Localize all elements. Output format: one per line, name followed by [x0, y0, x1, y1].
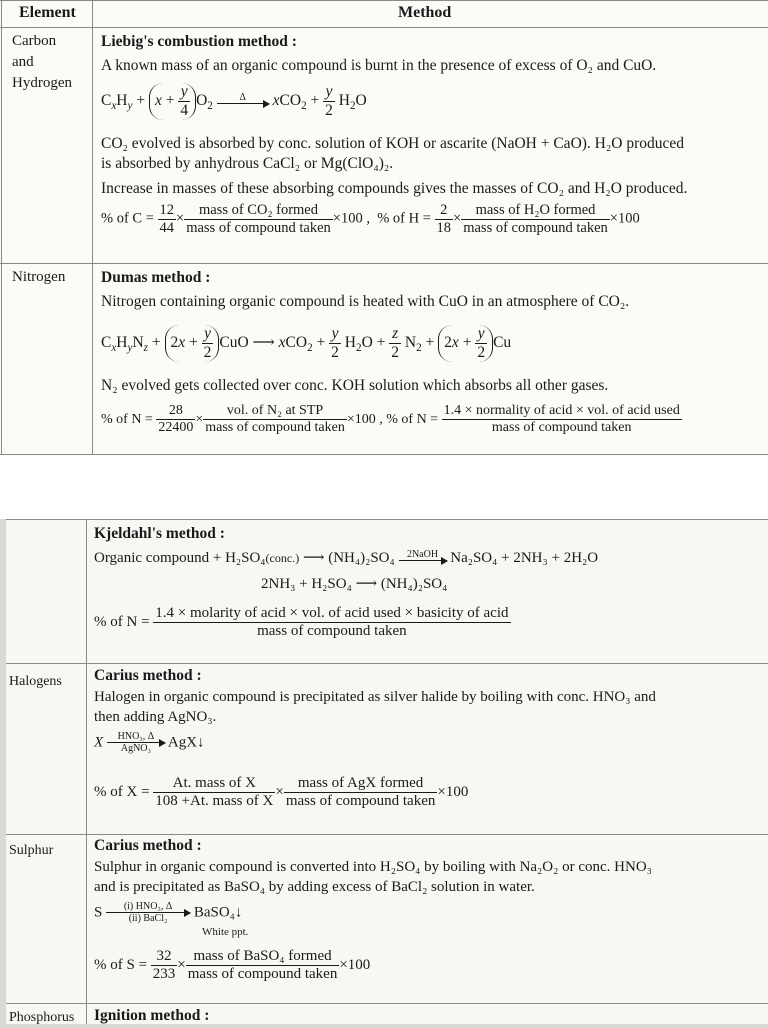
- sulphur-arrow-bottom: (ii) BaCl₂: [128, 913, 168, 924]
- percent-n-label: % of N =: [101, 411, 153, 427]
- halogen-arrow-bottom: AgNO₃: [120, 743, 151, 754]
- sulphur-text-2: and is precipitated as BaSO₄ by adding excess of BaCl₂ solution in water.: [94, 879, 535, 895]
- element-halogens: Halogens: [9, 674, 62, 689]
- table-page-top: [0, 0, 768, 455]
- carbon-text-1: A known mass of an organic compound is burnt in the presence of excess of O₂ and CuO.: [101, 57, 657, 74]
- element-carbon-line3: Hydrogen: [12, 75, 72, 91]
- kjeldahl-percent-label: % of N =: [94, 614, 150, 631]
- element-carbon-line2: and: [12, 54, 34, 70]
- halogen-reaction: X HNO₃, Δ AgNO₃ AgX↓: [94, 731, 205, 754]
- percent-s-label: % of S =: [94, 957, 148, 974]
- header-element: Element: [19, 4, 76, 21]
- percent-n-den: 22400: [158, 420, 194, 436]
- percent-c-den2: mass of compound taken: [186, 219, 331, 236]
- halogen-text-1: Halogen in organic compound is precipitated as silver halide by boiling with conc. HNO₃ and: [94, 689, 656, 705]
- white-ppt-label: White ppt.: [202, 926, 249, 938]
- sulphur-text-1: Sulphur in organic compound is converted into H₂SO₄ by boiling with Na₂O₂ or conc. HNO₃: [94, 859, 652, 875]
- percent-nitrogen-kjeldahl-formula: [94, 605, 511, 641]
- element-carbon-line1: Carbon: [12, 33, 57, 49]
- carbon-text-2: CO₂ evolved is absorbed by conc. solution of KOH or ascarite (NaOH + CaO). H₂O produced: [101, 135, 685, 152]
- column-divider: [92, 0, 93, 455]
- method-title-liebig: Liebig's combustion method :: [101, 33, 297, 50]
- percent-c-den: 44: [159, 219, 175, 236]
- method-title-dumas: Dumas method :: [101, 269, 211, 286]
- halogen-arrow-top: HNO₃, Δ: [117, 731, 155, 742]
- method-title-ignition: Ignition method :: [94, 1007, 210, 1024]
- page-gap: [0, 455, 768, 519]
- kjeldahl-percent-den: mass of compound taken: [153, 622, 510, 640]
- kjeldahl-reaction-1: Organic compound + H₂SO₄(conc.) ⟶ (NH₄)₂SO₄ 2NaOH Na₂SO₄ + 2NH₃ + 2H₂O: [94, 549, 599, 566]
- percent-carbon-hydrogen-formula: % of C = $\frac{12}{44}$ × $\frac{\text{mass of CO₂ formed}}{\text{mass of compound taken}}$ ×100 , % of H = $\frac{2}{18}$ × $\frac{\text{mass of H₂O formed}}{\text{mass of compound taken}}$ ×100: [101, 202, 640, 236]
- kjeldahl-r2-left: 2NH₃ + H₂SO₄: [261, 576, 352, 592]
- percent-halogen-formula: % of X = $\frac{\text{At. mass of X}}{\text{108 +At. mass of X}}$ × $\frac{\text{mass of AgX formed}}{\text{mass of compound taken}}$ ×100: [94, 775, 469, 810]
- halogen-text-2: then adding AgNO₃.: [94, 709, 217, 725]
- percent-n-num2: vol. of N₂ at STP: [226, 403, 324, 418]
- kjeldahl-reaction-2: 2NH₃ + H₂SO₄ ⟶ (NH₄)₂SO₄: [261, 576, 448, 592]
- nitrogen-text-2: N₂ evolved gets collected over conc. KOH solution which absorbs all other gases.: [101, 377, 609, 394]
- percent-s-tail: ×100: [339, 957, 371, 974]
- percent-h-den: 18: [436, 219, 452, 236]
- table-page-bottom: [6, 519, 768, 1024]
- percent-sulphur-formula: % of S = $\frac{32}{233}$ × $\frac{\text{mass of BaSO₄ formed}}{\text{mass of compound taken}}$ ×100: [94, 948, 371, 983]
- kjeldahl-percent-num: 1.4 × molarity of acid × vol. of acid used × basicity of acid: [155, 605, 509, 621]
- percent-x-den: 108 +At. mass of X: [155, 793, 274, 810]
- column-divider-2: [86, 519, 87, 1024]
- row-divider-halogens: [6, 663, 768, 664]
- nitrogen-text-1: Nitrogen containing organic compound is heated with CuO in an atmosphere of CO₂.: [101, 293, 630, 310]
- percent-s-num: 32: [156, 948, 172, 964]
- percent-x-tail: ×100: [437, 784, 469, 801]
- percent-s-den2: mass of compound taken: [187, 966, 338, 983]
- percent-h-label: % of H =: [377, 210, 431, 227]
- percent-nitrogen-dumas-formula: % of N = $\frac{28}{22400}$ × $\frac{\text{vol. of N₂ at STP}}{\text{mass of compound taken}}$ ×100 , % of N = $\frac{\text{1.4 × normality of acid × vol. of acid used}}{\text{mass of compound taken}}$: [101, 403, 680, 436]
- percent-c-num: 12: [159, 202, 175, 218]
- method-title-carius-sulphur: Carius method :: [94, 837, 202, 854]
- element-phosphorus: Phosphorus: [9, 1010, 75, 1025]
- percent-h-tail: ×100: [609, 210, 640, 227]
- kjeldahl-reactant: Organic compound + H₂SO₄: [94, 550, 266, 566]
- method-title-carius-halogen: Carius method :: [94, 667, 202, 684]
- header-method: Method: [398, 4, 452, 21]
- percent-h-num: 2: [440, 202, 448, 218]
- kjeldahl-product: (NH₄)₂SO₄: [328, 550, 395, 566]
- percent-c-tail: ×100 ,: [332, 210, 370, 227]
- kjeldahl-arrow-label: 2NaOH: [406, 549, 439, 561]
- combustion-equation: $C_xH_y + x$ + $\frac{y}{4}$ $O_2$ Δ xCO$_2$ + $\frac{y}{2}$ $H_2O$: [101, 83, 367, 119]
- percent-c-label: % of C =: [101, 210, 154, 227]
- element-carbon: [12, 31, 72, 94]
- row-divider-phosphorus: [6, 1003, 768, 1004]
- kjeldahl-final-products: Na₂SO₄ + 2NH₃ + 2H₂O: [450, 550, 599, 566]
- sulphur-reaction: S (i) HNO₃, Δ (ii) BaCl₂ BaSO₄↓: [94, 901, 243, 924]
- sulphur-product: BaSO₄↓: [193, 904, 243, 921]
- sulphur-arrow-top: (i) HNO₃, Δ: [123, 901, 173, 912]
- halogen-product: AgX↓: [167, 734, 205, 751]
- percent-c-num2: mass of CO₂ formed: [198, 202, 318, 218]
- dumas-equation: $C_xH_yN_z + 2x$ + $\frac{y}{2}$ CuO ⟶ xCO$_2$ + $\frac{y}{2}$ $H_2O$ + $\frac{z}{2}$ $N_2 + 2x$ + $\frac{y}{2}$ Cu: [101, 325, 512, 361]
- row-divider: [0, 263, 768, 264]
- percent-s-num2: mass of BaSO₄ formed: [193, 948, 332, 964]
- percent-h-den2: mass of compound taken: [463, 219, 608, 236]
- percent-x-num2: mass of AgX formed: [297, 775, 424, 791]
- row-divider-sulphur: [6, 834, 768, 835]
- percent-x-den2: mass of compound taken: [285, 793, 436, 810]
- percent-n-tail: ×100 , % of N =: [346, 411, 439, 427]
- percent-h-num2: mass of H₂O formed: [475, 202, 596, 218]
- percent-n2-den: mass of compound taken: [442, 419, 682, 436]
- header-divider: [0, 27, 768, 28]
- kjeldahl-condition: (conc.): [265, 551, 300, 565]
- carbon-text-4: Increase in masses of these absorbing compounds gives the masses of CO₂ and H₂O produced.: [101, 180, 688, 197]
- percent-x-label: % of X =: [94, 784, 150, 801]
- element-sulphur: Sulphur: [9, 843, 54, 858]
- percent-n-num: 28: [168, 403, 183, 418]
- carbon-text-3: is absorbed by anhydrous CaCl₂ or Mg(ClO₄)₂.: [101, 155, 394, 172]
- table-top-border: [0, 0, 768, 1]
- percent-x-num: At. mass of X: [172, 775, 256, 791]
- table-top-border-2: [6, 519, 768, 520]
- kjeldahl-r2-right: (NH₄)₂SO₄: [380, 576, 448, 592]
- element-nitrogen: Nitrogen: [12, 269, 66, 285]
- method-title-kjeldahl: Kjeldahl's method :: [94, 525, 225, 542]
- percent-n-den2: mass of compound taken: [205, 420, 345, 436]
- percent-n2-num: 1.4 × normality of acid × vol. of acid used: [443, 403, 680, 418]
- table-left-border: [1, 0, 2, 455]
- percent-s-den: 233: [152, 966, 176, 983]
